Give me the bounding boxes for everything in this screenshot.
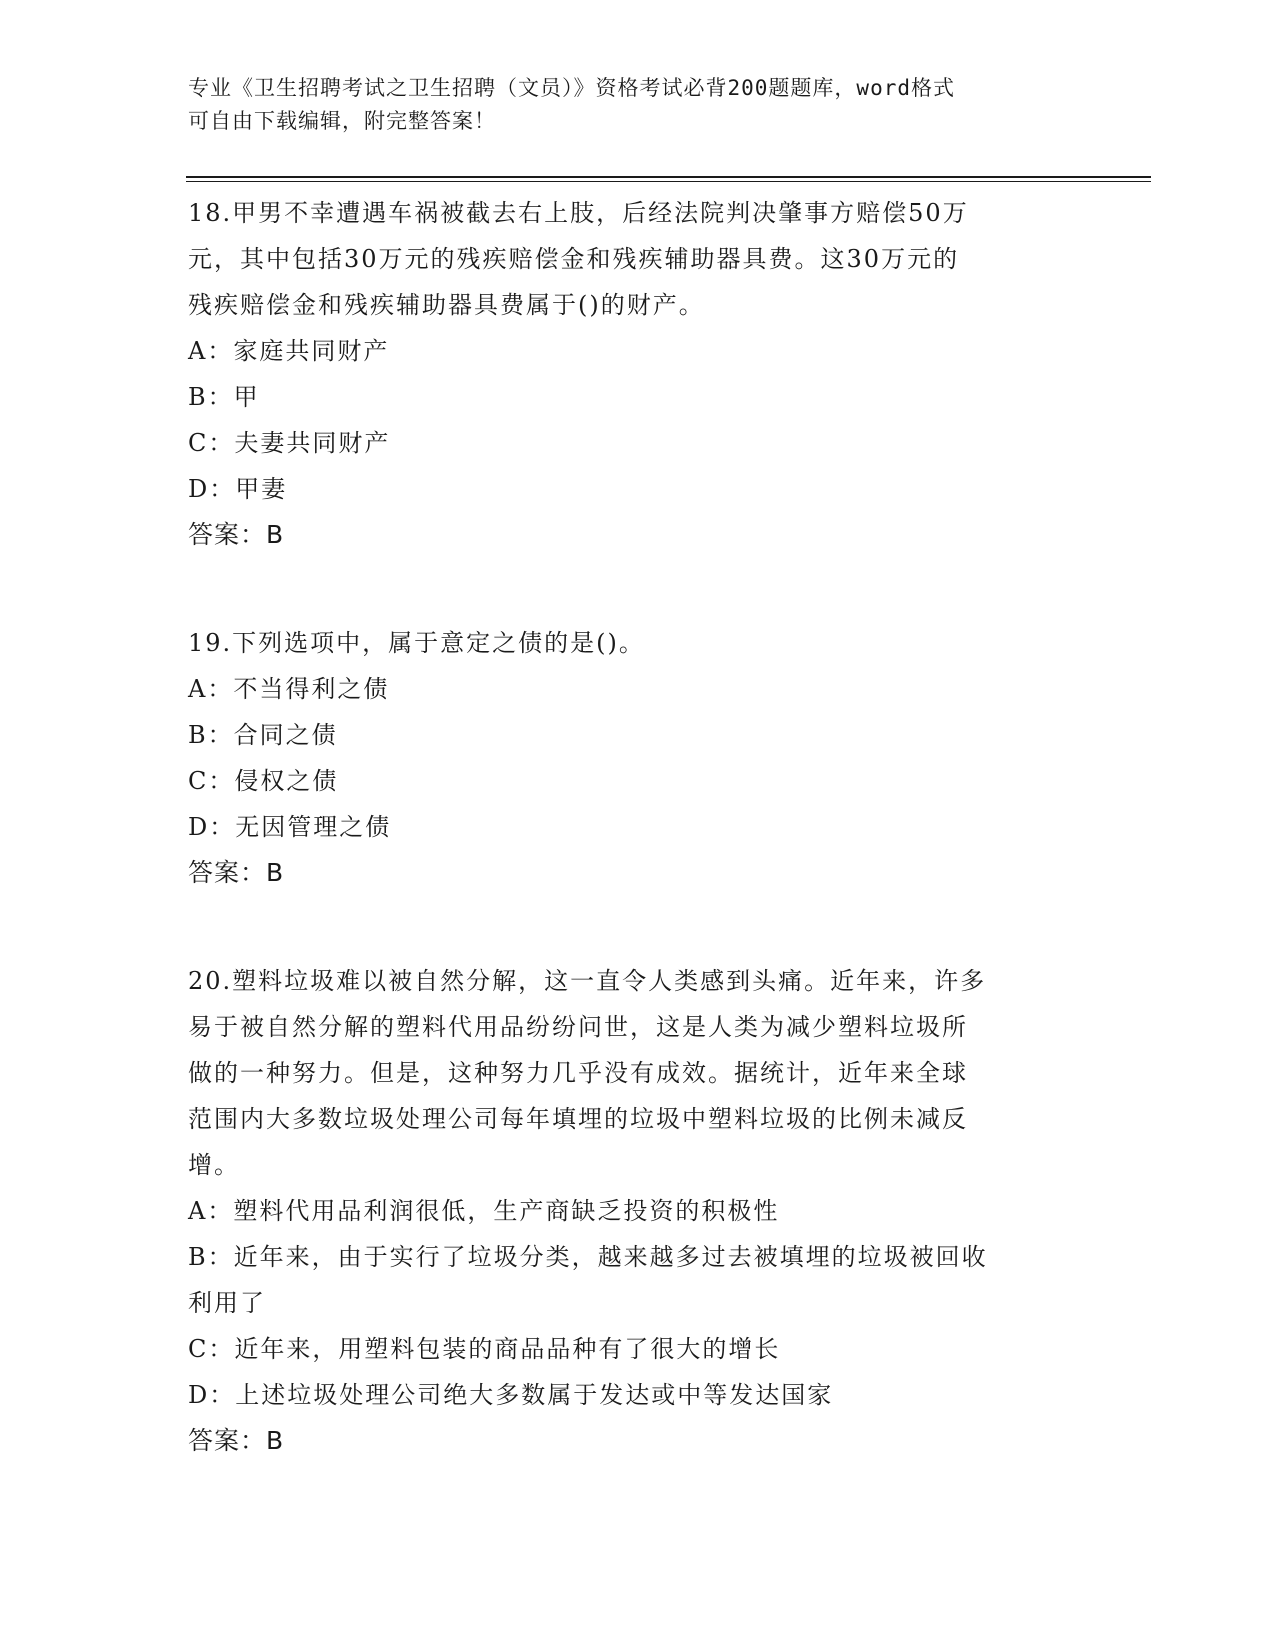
question-20 (188, 958, 1068, 1464)
option-c: C：近年来，用塑料包装的商品品种有了很大的增长 (188, 1335, 781, 1363)
answer-line: 答案：B (188, 858, 285, 887)
question-stem-line: 19.下列选项中，属于意定之债的是()。 (188, 629, 645, 657)
header-title-line-2: 可自由下载编辑，附完整答案！ (188, 109, 496, 133)
option-a: A：塑料代用品利润很低，生产商缺乏投资的积极性 (188, 1197, 780, 1225)
question-stem-line: 20.塑料垃圾难以被自然分解，这一直令人类感到头痛。近年来，许多 (188, 967, 987, 995)
option-a: A：不当得利之债 (188, 675, 390, 703)
option-d: D：上述垃圾处理公司绝大多数属于发达或中等发达国家 (188, 1381, 834, 1409)
question-stem-line: 易于被自然分解的塑料代用品纷纷问世，这是人类为减少塑料垃圾所 (188, 1013, 968, 1041)
question-spacer (188, 896, 1068, 958)
question-stem-line: 做的一种努力。但是，这种努力几乎没有成效。据统计，近年来全球 (188, 1059, 968, 1087)
header-divider (186, 176, 1151, 182)
option-c: C：夫妻共同财产 (188, 429, 391, 457)
question-stem-line: 元，其中包括30万元的残疾赔偿金和残疾辅助器具费。这30万元的 (188, 245, 960, 273)
question-stem-line: 增。 (188, 1151, 240, 1179)
question-spacer (188, 558, 1068, 620)
question-19 (188, 620, 1068, 896)
document-header (188, 72, 1068, 138)
option-b-continued: 利用了 (188, 1289, 266, 1317)
option-d: D：甲妻 (188, 475, 288, 503)
answer-line: 答案：B (188, 520, 285, 549)
question-stem-line: 范围内大多数垃圾处理公司每年填埋的垃圾中塑料垃圾的比例未减反 (188, 1105, 968, 1133)
header-title-line-1: 专业《卫生招聘考试之卫生招聘（文员）》资格考试必背200题题库，word格式 (188, 76, 955, 100)
option-c: C：侵权之债 (188, 767, 339, 795)
option-a: A：家庭共同财产 (188, 337, 390, 365)
question-list (188, 190, 1068, 1464)
question-18 (188, 190, 1068, 558)
option-d: D：无因管理之债 (188, 813, 392, 841)
option-b: B：甲 (188, 383, 260, 411)
answer-line: 答案：B (188, 1426, 285, 1455)
option-b: B：合同之债 (188, 721, 338, 749)
question-stem-line: 残疾赔偿金和残疾辅助器具费属于()的财产。 (188, 291, 705, 319)
question-stem-line: 18.甲男不幸遭遇车祸被截去右上肢，后经法院判决肇事方赔偿50万 (188, 199, 969, 227)
option-b: B：近年来，由于实行了垃圾分类，越来越多过去被填埋的垃圾被回收 (188, 1243, 988, 1271)
